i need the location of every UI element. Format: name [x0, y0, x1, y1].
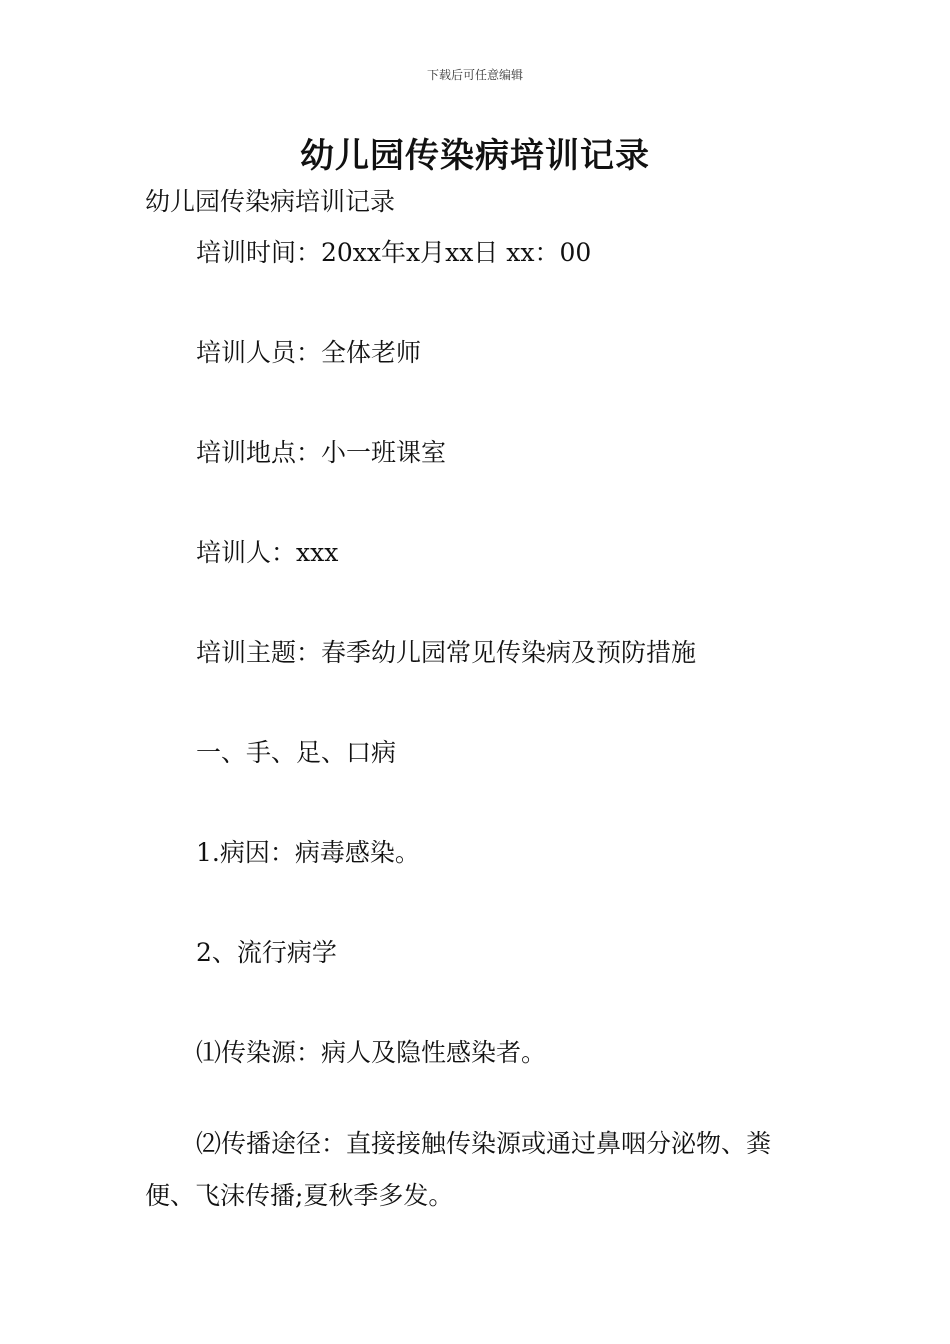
list-item: 2、流行病学	[196, 938, 337, 967]
list-item: ⑴传染源：病人及隐性感染者。	[196, 1038, 547, 1067]
training-topic: 培训主题：春季幼儿园常见传染病及预防措施	[196, 638, 697, 667]
training-attendees: 培训人员：全体老师	[196, 338, 422, 367]
list-item: 1.病因：病毒感染。	[196, 838, 420, 867]
header-note: 下载后可任意编辑	[426, 68, 523, 82]
training-location: 培训地点：小一班课室	[196, 438, 447, 467]
section-heading: 一、手、足、口病	[196, 738, 397, 767]
document-subtitle: 幼儿园传染病培训记录	[145, 187, 396, 216]
list-item: ⑵传播途径：直接接触传染源或通过鼻咽分泌物、粪便、飞沫传播;夏秋季多发。	[145, 1129, 772, 1210]
trainer: 培训人：xxx	[196, 538, 339, 567]
document-title: 幼儿园传染病培训记录	[300, 136, 650, 176]
training-time: 培训时间：20xx年x月xx日 xx：00	[196, 238, 592, 267]
